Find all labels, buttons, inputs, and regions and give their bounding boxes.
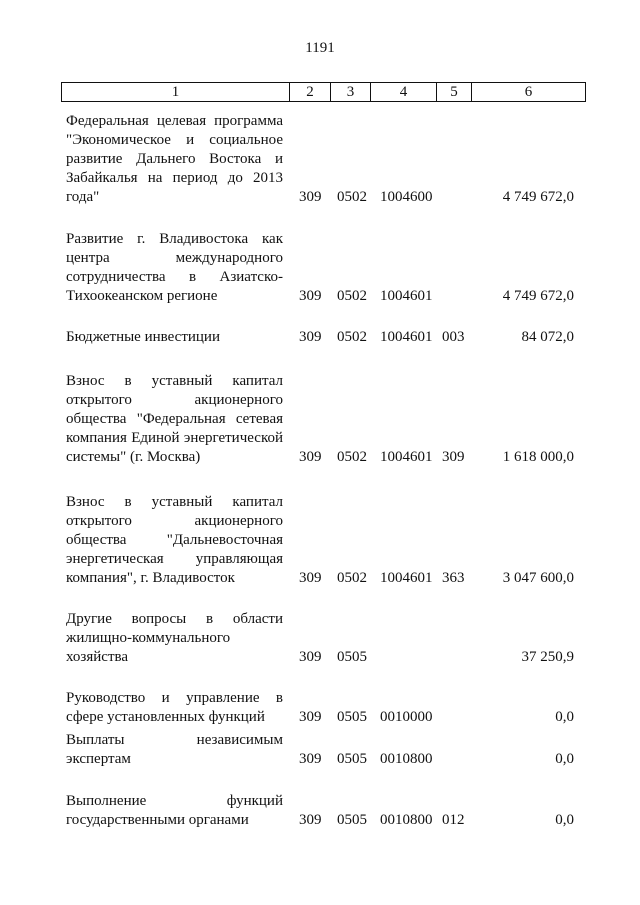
row-description: Другие вопросы в области жилищно-коммунального хозяйства [66, 611, 283, 665]
table-row [0, 327, 640, 347]
column-header-5: 5 [437, 83, 472, 102]
row-section-code: 0502 [337, 329, 367, 345]
row-description: Развитие г. Владивостока как центра международного сотрудничества в Азиатско-Тихоокеанском регионе [66, 231, 283, 304]
row-amount: 4 749 672,0 [502, 189, 574, 205]
row-amount: 0,0 [555, 751, 574, 767]
row-description: Взнос в уставный капитал открытого акционерного общества "Дальневосточная энергетическая управляющая компания", г. Владивосток [66, 494, 283, 586]
row-amount: 37 250,9 [521, 649, 574, 665]
column-header-row [62, 83, 586, 102]
row-target-article: 1004601 [380, 329, 433, 345]
column-header-2: 2 [290, 83, 331, 102]
row-section-code: 0505 [337, 649, 367, 665]
row-section-code: 0505 [337, 812, 367, 828]
column-header-1: 1 [62, 83, 290, 102]
row-ministry-code: 309 [299, 751, 322, 767]
row-ministry-code: 309 [299, 812, 322, 828]
row-section-code: 0502 [337, 449, 367, 465]
row-description: Бюджетные инвестиции [66, 329, 220, 345]
row-ministry-code: 309 [299, 570, 322, 586]
row-expense-type: 003 [442, 329, 465, 345]
row-description: Руководство и управление в сфере установленных функций [66, 690, 283, 725]
row-expense-type: 363 [442, 570, 465, 586]
row-ministry-code: 309 [299, 189, 322, 205]
row-target-article: 0010800 [380, 751, 433, 767]
row-amount: 0,0 [555, 709, 574, 725]
row-target-article: 0010000 [380, 709, 433, 725]
row-expense-type: 309 [442, 449, 465, 465]
row-ministry-code: 309 [299, 649, 322, 665]
table-row [0, 793, 640, 830]
table-row [0, 373, 640, 467]
row-amount: 4 749 672,0 [502, 288, 574, 304]
column-header-table [61, 82, 586, 102]
row-target-article: 1004601 [380, 288, 433, 304]
row-description: Федеральная целевая программа "Экономическое и социальное развитие Дальнего Востока и Забайкалья на период до 2013 года" [66, 113, 283, 205]
row-ministry-code: 309 [299, 329, 322, 345]
page-number: 1191 [305, 40, 335, 56]
table-row [0, 611, 640, 667]
row-target-article: 0010800 [380, 812, 433, 828]
table-row [0, 231, 640, 306]
row-amount: 84 072,0 [521, 329, 574, 345]
table-row [0, 113, 640, 207]
row-description: Выполнение функций государственными органами [66, 793, 283, 828]
column-header-6: 6 [472, 83, 586, 102]
row-section-code: 0502 [337, 189, 367, 205]
row-target-article: 1004601 [380, 570, 433, 586]
row-amount: 0,0 [555, 812, 574, 828]
row-description: Выплаты независимым экспертам [66, 732, 283, 767]
row-section-code: 0505 [337, 709, 367, 725]
row-section-code: 0502 [337, 288, 367, 304]
row-ministry-code: 309 [299, 288, 322, 304]
row-target-article: 1004600 [380, 189, 433, 205]
row-section-code: 0505 [337, 751, 367, 767]
table-row [0, 690, 640, 727]
row-target-article: 1004601 [380, 449, 433, 465]
row-expense-type: 012 [442, 812, 465, 828]
table-row [0, 494, 640, 588]
column-header-4: 4 [371, 83, 437, 102]
row-ministry-code: 309 [299, 449, 322, 465]
table-row [0, 732, 640, 769]
row-description: Взнос в уставный капитал открытого акционерного общества "Федеральная сетевая компания Единой энергетической системы" (г. Москва) [66, 373, 283, 465]
row-section-code: 0502 [337, 570, 367, 586]
row-ministry-code: 309 [299, 709, 322, 725]
row-amount: 3 047 600,0 [502, 570, 574, 586]
row-amount: 1 618 000,0 [502, 449, 574, 465]
column-header-3: 3 [331, 83, 371, 102]
